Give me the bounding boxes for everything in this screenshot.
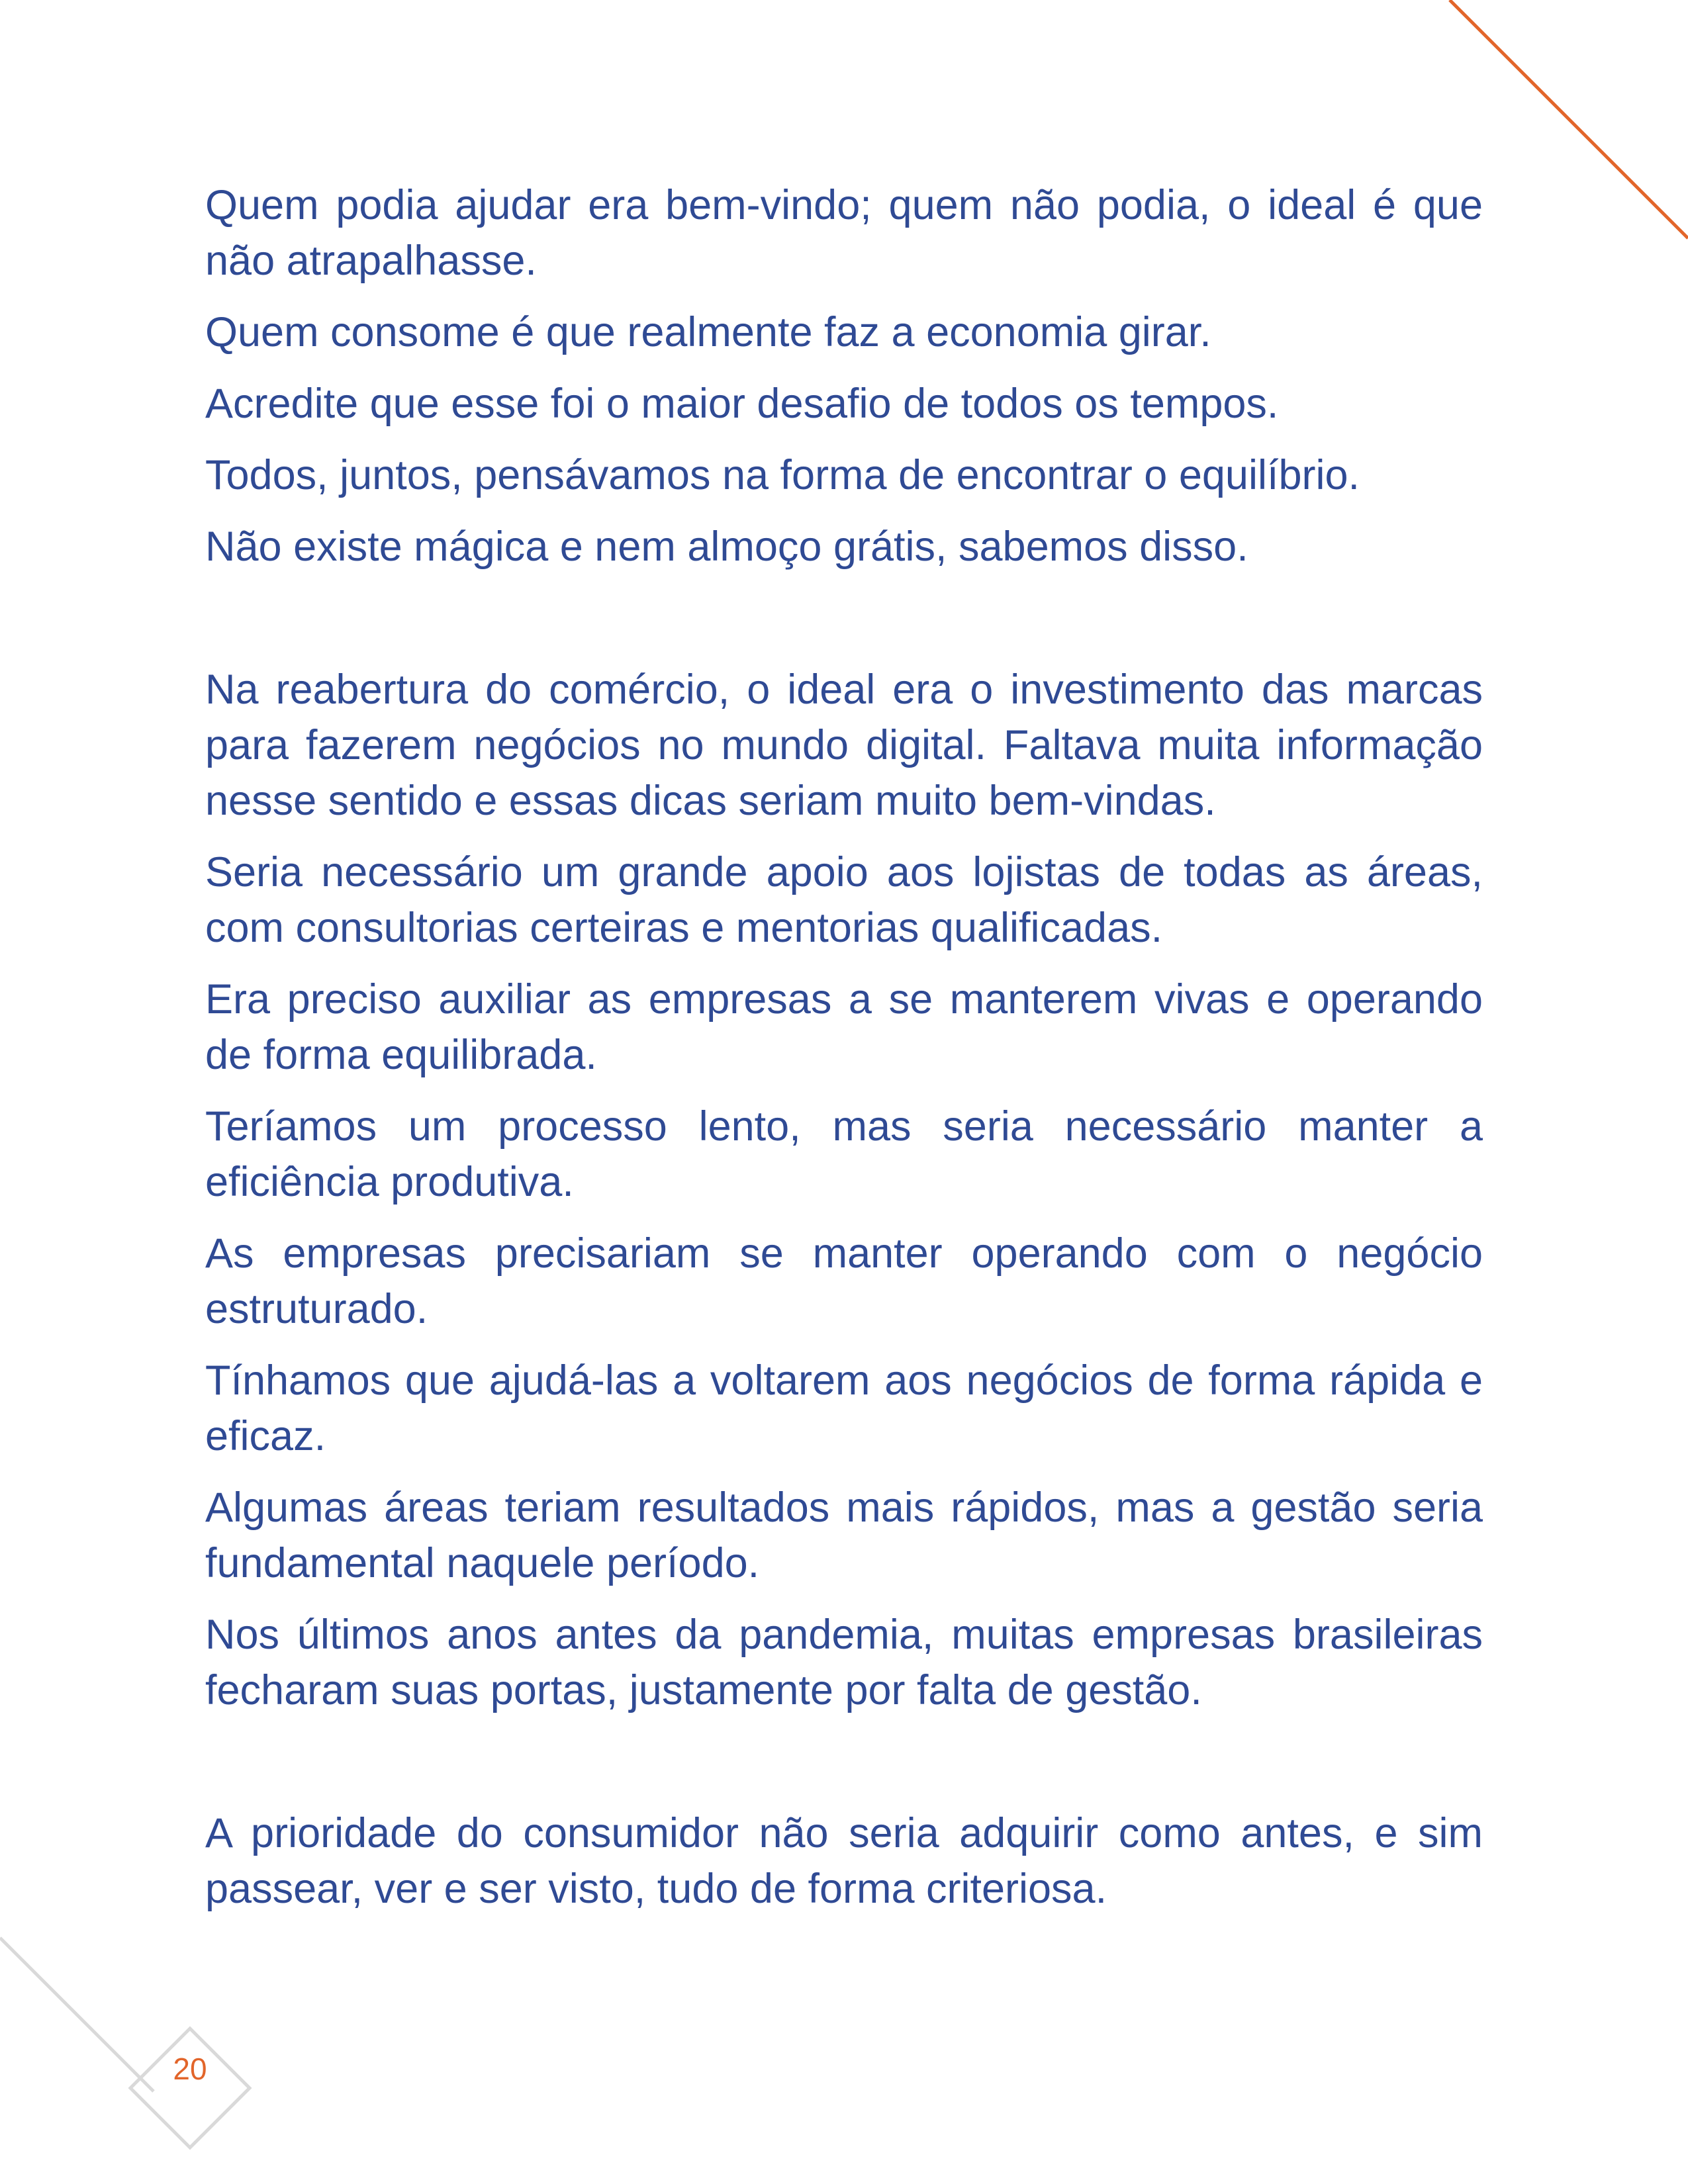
section-spacer: [205, 1734, 1483, 1805]
paragraph: Na reabertura do comércio, o ideal era o investimento das marcas para fazerem negócios no mundo digital. Faltava muita informação nesse sentido e essas dicas seriam muito bem-vindas.: [205, 666, 1483, 824]
paragraph: As empresas precisariam se manter operando com o negócio estruturado.: [205, 1230, 1483, 1332]
paragraph: Era preciso auxiliar as empresas a se manterem vivas e operando de forma equilibrada.: [205, 976, 1483, 1078]
gray-corner-line: [0, 1938, 154, 2091]
paragraph: A prioridade do consumidor não seria adquirir como antes, e sim passear, ver e ser visto, tudo de forma criteriosa.: [205, 1810, 1483, 1912]
paragraph: Não existe mágica e nem almoço grátis, sabemos disso.: [205, 523, 1248, 570]
paragraph: Seria necessário um grande apoio aos lojistas de todas as áreas, com consultorias certeiras e mentorias qualificadas.: [205, 849, 1483, 951]
paragraph: Tínhamos que ajudá-las a voltarem aos negócios de forma rápida e eficaz.: [205, 1357, 1483, 1459]
paragraph: Quem consome é que realmente faz a economia girar.: [205, 309, 1211, 355]
page-body: [205, 177, 1483, 1933]
page-number: 20: [173, 2052, 207, 2086]
paragraph: Acredite que esse foi o maior desafio de todos os tempos.: [205, 381, 1279, 427]
paragraph: Algumas áreas teriam resultados mais rápidos, mas a gestão seria fundamental naquele período.: [205, 1484, 1483, 1586]
paragraph: Nos últimos anos antes da pandemia, muitas empresas brasileiras fecharam suas portas, justamente por falta de gestão.: [205, 1612, 1483, 1713]
section-spacer: [205, 590, 1483, 662]
orange-corner-line: [1450, 0, 1688, 238]
paragraph: Todos, juntos, pensávamos na forma de encontrar o equilíbrio.: [205, 452, 1360, 498]
paragraph: Quem podia ajudar era bem-vindo; quem não podia, o ideal é que não atrapalhasse.: [205, 182, 1483, 284]
paragraph: Teríamos um processo lento, mas seria necessário manter a eficiência produtiva.: [205, 1103, 1483, 1205]
